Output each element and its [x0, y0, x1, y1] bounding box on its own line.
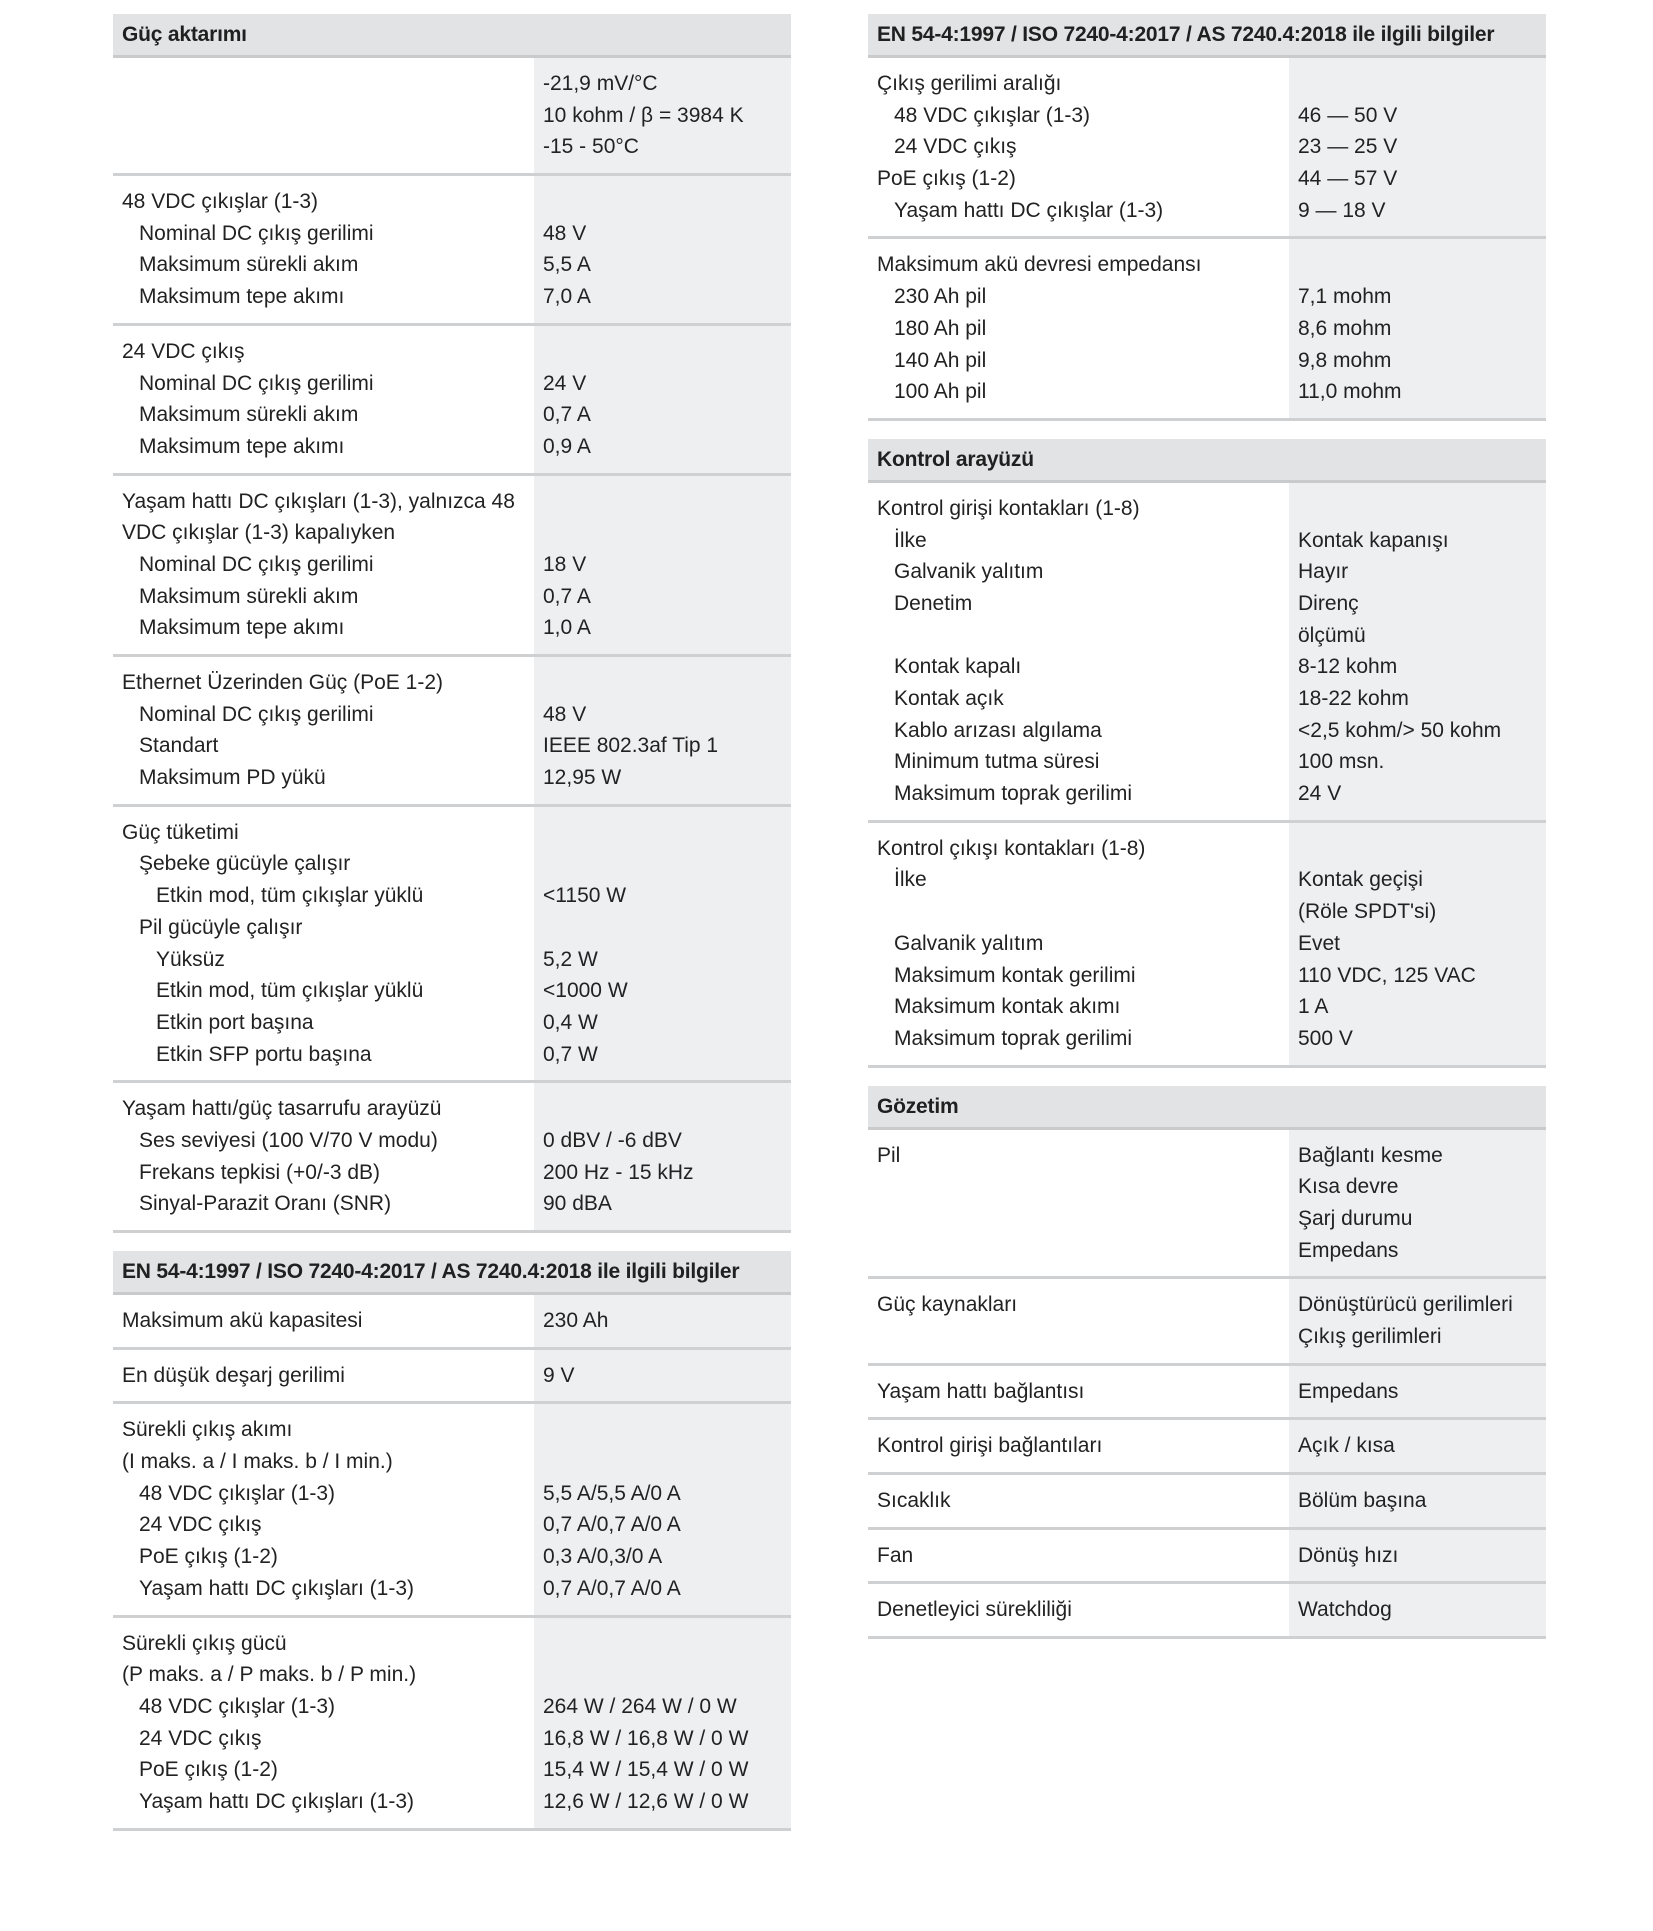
spec-label: Sürekli çıkış akımı: [122, 1418, 293, 1442]
spec-label: [122, 100, 534, 132]
spec-value: 5,5 A: [543, 253, 591, 277]
spec-label: 24 VDC çıkış: [122, 339, 245, 363]
spec-row: [868, 1420, 1546, 1475]
spec-value-cell: [1289, 239, 1546, 417]
spec-label: [877, 1321, 1289, 1353]
spec-value: 24 V: [543, 371, 587, 395]
spec-value: Direnç: [1298, 591, 1359, 615]
spec-label: 24 VDC çıkış: [139, 1513, 262, 1537]
spec-label: Maksimum sürekli akım: [139, 584, 359, 608]
spec-label: Maksimum tepe akımı: [139, 434, 345, 458]
spec-value: [543, 1659, 791, 1691]
spec-value: 18-22 kohm: [1298, 687, 1409, 710]
spec-value: Empedans: [1298, 1379, 1399, 1403]
spec-label: En düşük deşarj gerilimi: [122, 1363, 345, 1387]
spec-value: 100 msn.: [1298, 750, 1385, 774]
spec-label: Kablo arızası algılama: [894, 718, 1102, 742]
spec-label: 230 Ah pil: [894, 285, 987, 309]
spec-value-cell: [534, 657, 791, 804]
spec-label-cell: [113, 1404, 534, 1614]
spec-value: Bağlantı kesme: [1298, 1143, 1443, 1167]
spec-value: Dönüştürücü gerilimleri: [1298, 1293, 1513, 1317]
spec-label: Maksimum kontak gerilimi: [894, 963, 1136, 987]
spec-label: Sinyal-Parazit Oranı (SNR): [139, 1192, 392, 1216]
spec-label: 48 VDC çıkışlar (1-3): [894, 103, 1091, 127]
spec-label: İlke: [894, 528, 927, 552]
spec-value-cell: [1289, 483, 1546, 820]
spec-row: [868, 1530, 1546, 1585]
spec-label-cell: [868, 1366, 1289, 1418]
spec-label: Kontak kapalı: [894, 655, 1022, 679]
spec-value-cell: [534, 1295, 791, 1347]
spec-section: [868, 1086, 1546, 1640]
spec-label-cell: [113, 657, 534, 804]
spec-label: Galvanik yalıtım: [894, 560, 1044, 584]
spec-label: Etkin mod, tüm çıkışlar yüklü: [156, 979, 424, 1003]
spec-label: Maksimum tepe akımı: [139, 616, 345, 640]
spec-value: Kontak kapanışı: [1298, 528, 1449, 552]
spec-value: [543, 1414, 791, 1446]
spec-value: 0,7 A: [543, 403, 591, 427]
spec-value: Kontak geçişi: [1298, 868, 1423, 892]
spec-label: 48 VDC çıkışlar (1-3): [139, 1481, 336, 1505]
spec-label: 180 Ah pil: [894, 316, 987, 340]
spec-value-cell: [1289, 823, 1546, 1065]
spec-value: 5,2 W: [543, 947, 598, 971]
spec-value: 8,6 mohm: [1298, 316, 1392, 340]
spec-value: 0 dBV / -6 dBV: [543, 1128, 682, 1152]
spec-label: Maksimum akü kapasitesi: [122, 1309, 363, 1332]
spec-section: [868, 439, 1546, 1068]
spec-value: 230 Ah: [543, 1309, 609, 1332]
left-column: [113, 14, 791, 1849]
spec-value: 23 — 25 V: [1298, 135, 1398, 159]
spec-label-cell: [868, 1420, 1289, 1472]
spec-label: PoE çıkış (1-2): [139, 1545, 278, 1569]
spec-label-cell: [113, 476, 534, 654]
spec-row: [113, 476, 791, 657]
spec-label-cell: [113, 1295, 534, 1347]
spec-value: Empedans: [1298, 1238, 1399, 1262]
spec-label: Denetleyici sürekliliği: [877, 1598, 1072, 1622]
spec-value: Açık / kısa: [1298, 1434, 1395, 1458]
spec-row: [113, 1618, 791, 1831]
spec-value: Watchdog: [1298, 1598, 1392, 1622]
spec-row: [113, 1404, 791, 1617]
spec-value: 15,4 W / 15,4 W / 0 W: [543, 1758, 749, 1782]
spec-label: Kontak açık: [894, 687, 1004, 710]
spec-value: Şarj durumu: [1298, 1206, 1413, 1230]
spec-label-cell: [868, 58, 1289, 236]
spec-label: Etkin port başına: [156, 1010, 314, 1034]
spec-value-cell: [534, 1350, 791, 1402]
spec-value: 9 — 18 V: [1298, 198, 1386, 222]
spec-label-cell: [868, 1279, 1289, 1362]
spec-value-cell: [534, 1083, 791, 1230]
spec-value: [543, 486, 791, 518]
spec-label-cell: [868, 483, 1289, 820]
spec-value-cell: [534, 476, 791, 654]
spec-label: Yaşam hattı bağlantısı: [877, 1379, 1085, 1403]
spec-value: 46 — 50 V: [1298, 103, 1398, 127]
spec-value: 12,95 W: [543, 766, 622, 790]
spec-value: 16,8 W / 16,8 W / 0 W: [543, 1726, 749, 1750]
spec-value: [543, 517, 791, 549]
spec-value: ölçümü: [1298, 623, 1366, 647]
spec-label: [122, 68, 534, 100]
spec-label: Yaşam hattı DC çıkışları (1-3), yalnızca 48: [122, 489, 515, 513]
spec-value: [543, 817, 791, 849]
spec-value-cell: [534, 176, 791, 323]
spec-value: 0,7 A: [543, 584, 591, 608]
spec-label: Yüksüz: [156, 947, 225, 971]
section-title: Gözetim: [868, 1086, 1546, 1130]
spec-label-cell: [113, 58, 534, 173]
spec-label: 140 Ah pil: [894, 348, 987, 372]
spec-value-cell: [1289, 1420, 1546, 1472]
spec-label: Yaşam hattı DC çıkışlar (1-3): [894, 198, 1164, 222]
spec-row: [868, 1475, 1546, 1530]
spec-label-cell: [113, 1618, 534, 1828]
spec-label-cell: [113, 1083, 534, 1230]
spec-label: Pil: [877, 1143, 901, 1167]
right-column: [868, 14, 1546, 1657]
spec-label: 48 VDC çıkışlar (1-3): [139, 1694, 336, 1718]
spec-value: 12,6 W / 12,6 W / 0 W: [543, 1789, 749, 1813]
spec-value: [543, 1093, 791, 1125]
spec-label: Standart: [139, 734, 219, 758]
spec-label-cell: [868, 823, 1289, 1065]
spec-label: 48 VDC çıkışlar (1-3): [122, 190, 319, 214]
spec-label: Ses seviyesi (100 V/70 V modu): [139, 1128, 438, 1152]
spec-value: [1298, 68, 1546, 100]
section-title: Güç aktarımı: [113, 14, 791, 58]
spec-value: <1150 W: [543, 884, 627, 908]
spec-value-cell: [1289, 1366, 1546, 1418]
spec-label: Kontrol girişi kontakları (1-8): [877, 496, 1140, 520]
spec-row: [868, 1279, 1546, 1365]
spec-row: [113, 1350, 791, 1405]
spec-value: [543, 1446, 791, 1478]
spec-value: [543, 912, 791, 944]
spec-label: Sıcaklık: [877, 1489, 951, 1513]
spec-label: Maksimum PD yükü: [139, 766, 326, 790]
spec-value: 44 — 57 V: [1298, 167, 1398, 191]
section-title: Kontrol arayüzü: [868, 439, 1546, 483]
spec-value: <1000 W: [543, 979, 628, 1003]
spec-label: Minimum tutma süresi: [894, 750, 1100, 774]
spec-value-cell: [534, 807, 791, 1081]
spec-value: (Röle SPDT'si): [1298, 900, 1437, 924]
spec-value-cell: [534, 1618, 791, 1828]
spec-label: [877, 1235, 1289, 1267]
spec-row: [868, 58, 1546, 239]
spec-value: 1,0 A: [543, 616, 591, 640]
spec-label: Nominal DC çıkış gerilimi: [139, 371, 374, 395]
spec-value: 200 Hz - 15 kHz: [543, 1160, 694, 1184]
spec-value-cell: [1289, 1475, 1546, 1527]
spec-value: Hayır: [1298, 560, 1349, 584]
spec-label: Nominal DC çıkış gerilimi: [139, 702, 374, 726]
spec-value-cell: [534, 58, 791, 173]
spec-value: 0,4 W: [543, 1010, 598, 1034]
spec-value: 48 V: [543, 221, 587, 245]
spec-label: (I maks. a / I maks. b / I min.): [122, 1450, 393, 1474]
spec-label: Yaşam hattı/güç tasarrufu arayüzü: [122, 1097, 442, 1121]
spec-row: [113, 657, 791, 807]
spec-label: Sürekli çıkış gücü: [122, 1631, 287, 1655]
spec-value-cell: [1289, 58, 1546, 236]
spec-value: Kısa devre: [1298, 1175, 1399, 1199]
spec-row: [868, 1130, 1546, 1280]
spec-value: Bölüm başına: [1298, 1489, 1427, 1513]
spec-value: [543, 1628, 791, 1660]
section-title: EN 54-4:1997 / ISO 7240-4:2017 / AS 7240.4:2018 ile ilgili bilgiler: [868, 14, 1546, 58]
spec-value: 0,7 W: [543, 1042, 598, 1066]
spec-label-cell: [868, 239, 1289, 417]
spec-label: PoE çıkış (1-2): [139, 1758, 278, 1782]
spec-value: 0,9 A: [543, 434, 591, 458]
spec-label: Nominal DC çıkış gerilimi: [139, 552, 374, 576]
spec-value-cell: [1289, 1130, 1546, 1277]
spec-value: 1 A: [1298, 995, 1329, 1019]
spec-label: Maksimum akü devresi empedansı: [877, 253, 1202, 277]
spec-label: Pil gücüyle çalışır: [139, 915, 303, 939]
spec-label: Maksimum toprak gerilimi: [894, 1026, 1133, 1050]
spec-label: 24 VDC çıkış: [139, 1726, 262, 1750]
spec-section: [113, 1251, 791, 1831]
spec-label: [122, 131, 534, 163]
spec-label: (P maks. a / P maks. b / P min.): [122, 1663, 417, 1687]
spec-value: 9 V: [543, 1363, 575, 1387]
spec-value: -15 - 50°C: [543, 135, 639, 159]
spec-value: 24 V: [1298, 782, 1342, 806]
spec-value: 9,8 mohm: [1298, 348, 1392, 372]
spec-label: Güç kaynakları: [877, 1293, 1018, 1317]
spec-label: Yaşam hattı DC çıkışları (1-3): [139, 1576, 415, 1600]
spec-value: Evet: [1298, 931, 1341, 955]
spec-row: [868, 239, 1546, 420]
spec-value: 7,1 mohm: [1298, 285, 1392, 309]
spec-value: 0,7 A/0,7 A/0 A: [543, 1576, 681, 1600]
spec-value: 0,3 A/0,3/0 A: [543, 1545, 663, 1569]
spec-row: [868, 1366, 1546, 1421]
spec-value: -21,9 mV/°C: [543, 72, 658, 95]
spec-row: [113, 176, 791, 326]
spec-label: Galvanik yalıtım: [894, 931, 1044, 955]
spec-value: [543, 186, 791, 218]
spec-value: [1298, 833, 1546, 865]
spec-value: 18 V: [543, 552, 587, 576]
spec-value: [1298, 493, 1546, 525]
spec-label: Kontrol girişi bağlantıları: [877, 1434, 1103, 1458]
spec-label-cell: [868, 1584, 1289, 1636]
spec-label: Ethernet Üzerinden Güç (PoE 1-2): [122, 671, 443, 694]
spec-section: [868, 14, 1546, 421]
spec-row: [868, 823, 1546, 1068]
spec-label: Güç tüketimi: [122, 820, 239, 844]
spec-value: IEEE 802.3af Tip 1: [543, 734, 719, 758]
spec-label-cell: [113, 326, 534, 473]
spec-label: Kontrol çıkışı kontakları (1-8): [877, 836, 1146, 860]
spec-label-cell: [113, 807, 534, 1081]
spec-label: İlke: [894, 868, 927, 892]
spec-value: Çıkış gerilimleri: [1298, 1325, 1442, 1348]
spec-value: 500 V: [1298, 1026, 1353, 1050]
spec-row: [868, 483, 1546, 823]
spec-value-cell: [1289, 1584, 1546, 1636]
spec-label-cell: [113, 1350, 534, 1402]
spec-value: 5,5 A/5,5 A/0 A: [543, 1481, 681, 1505]
spec-label: Maksimum sürekli akım: [139, 403, 359, 427]
spec-label: Yaşam hattı DC çıkışları (1-3): [139, 1789, 415, 1813]
spec-label: Maksimum tepe akımı: [139, 285, 345, 309]
spec-value: [543, 848, 791, 880]
spec-value: 8-12 kohm: [1298, 655, 1398, 679]
spec-value: [543, 667, 791, 699]
spec-label: 24 VDC çıkış: [894, 135, 1017, 159]
spec-label: Etkin mod, tüm çıkışlar yüklü: [156, 884, 424, 908]
spec-label: [877, 1171, 1289, 1203]
spec-label: VDC çıkışlar (1-3) kapalıyken: [122, 521, 396, 545]
spec-label: Maksimum kontak akımı: [894, 995, 1121, 1019]
spec-label: Şebeke gücüyle çalışır: [139, 852, 351, 876]
spec-value: 11,0 mohm: [1298, 380, 1402, 404]
spec-label: [877, 896, 1289, 928]
spec-row: [113, 326, 791, 476]
spec-row: [113, 58, 791, 176]
spec-label-cell: [113, 176, 534, 323]
spec-value: Dönüş hızı: [1298, 1543, 1399, 1567]
spec-label-cell: [868, 1475, 1289, 1527]
spec-label: Nominal DC çıkış gerilimi: [139, 221, 374, 245]
spec-value: [1298, 249, 1546, 281]
spec-label: [877, 1203, 1289, 1235]
spec-value-cell: [1289, 1279, 1546, 1362]
spec-value: 48 V: [543, 702, 587, 726]
spec-label: Denetim: [894, 591, 973, 615]
spec-label: Frekans tepkisi (+0/-3 dB): [139, 1160, 381, 1184]
spec-label-cell: [868, 1530, 1289, 1582]
spec-value-cell: [1289, 1530, 1546, 1582]
spec-label: [877, 620, 1289, 652]
spec-row: [113, 1295, 791, 1350]
spec-value: 90 dBA: [543, 1192, 612, 1216]
section-title: EN 54-4:1997 / ISO 7240-4:2017 / AS 7240.4:2018 ile ilgili bilgiler: [113, 1251, 791, 1295]
spec-value-cell: [534, 1404, 791, 1614]
spec-row: [868, 1584, 1546, 1639]
spec-value: 7,0 A: [543, 285, 591, 309]
spec-value: 0,7 A/0,7 A/0 A: [543, 1513, 681, 1537]
spec-section: [113, 14, 791, 1233]
spec-row: [113, 807, 791, 1084]
spec-value: <2,5 kohm/> 50 kohm: [1298, 718, 1502, 742]
spec-label: 100 Ah pil: [894, 380, 987, 404]
spec-label-cell: [868, 1130, 1289, 1277]
spec-label: Maksimum toprak gerilimi: [894, 782, 1133, 806]
spec-label: Çıkış gerilimi aralığı: [877, 72, 1062, 95]
spec-label: Etkin SFP portu başına: [156, 1042, 372, 1066]
spec-row: [113, 1083, 791, 1233]
spec-value: 10 kohm / β = 3984 K: [543, 103, 744, 127]
spec-value-cell: [534, 326, 791, 473]
spec-label: Maksimum sürekli akım: [139, 253, 359, 277]
spec-value: [543, 336, 791, 368]
spec-value: 110 VDC, 125 VAC: [1298, 963, 1476, 987]
spec-label: PoE çıkış (1-2): [877, 167, 1016, 191]
spec-value: 264 W / 264 W / 0 W: [543, 1694, 737, 1718]
spec-label: Fan: [877, 1543, 914, 1567]
